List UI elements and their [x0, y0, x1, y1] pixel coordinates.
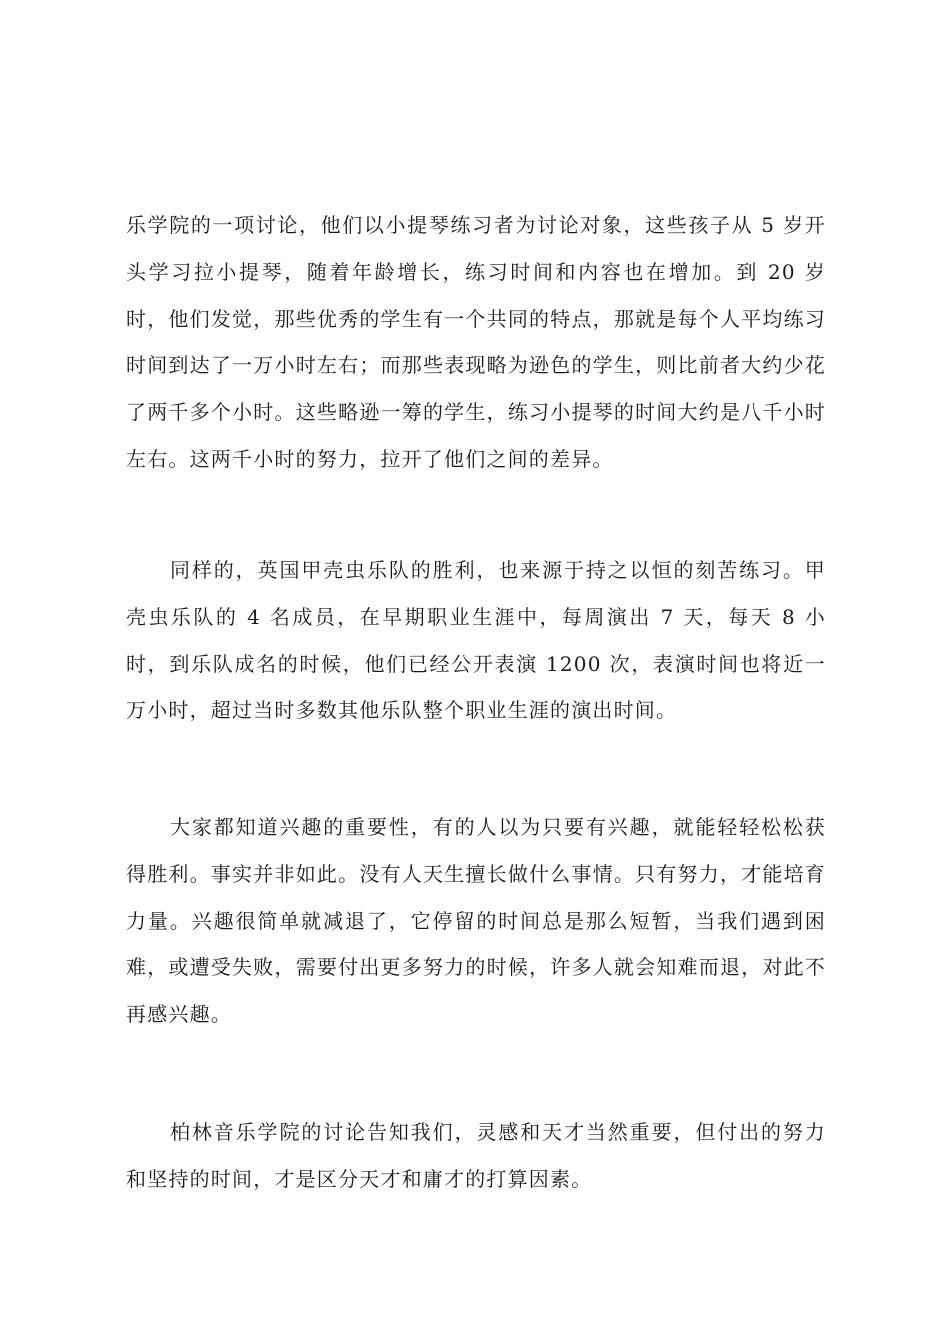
paragraph-conclusion: 柏林音乐学院的讨论告知我们，灵感和天才当然重要，但付出的努力和坚持的时间，才是区分天才和庸才的打算因素。 — [126, 1120, 826, 1191]
paragraph-beatles: 同样的，英国甲壳虫乐队的胜利，也来源于持之以恒的刻苦练习。甲壳虫乐队的 4 名成员，在早期职业生涯中，每周演出 7 天，每天 8 小时，到乐队成名的时候，他们已经公开表演 1200 次，表演时间也将近一万小时，超过当时多数其他乐队整个职业生涯的演出时间。 — [126, 558, 826, 723]
paragraph-continuation: 乐学院的一项讨论，他们以小提琴练习者为讨论对象，这些孩子从 5 岁开头学习拉小提琴，随着年龄增长，练习时间和内容也在增加。到 20 岁时，他们发觉，那些优秀的学生有一个共同的特点，那就是每个人平均练习时间到达了一万小时左右；而那些表现略为逊色的学生，则比前者大约少花了两千多个小时。这些略逊一筹的学生，练习小提琴的时间大约是八千小时左右。这两千小时的努力，拉开了他们之间的差异。 — [126, 213, 826, 471]
paragraph-interest: 大家都知道兴趣的重要性，有的人以为只要有兴趣，就能轻轻松松获得胜利。事实并非如此。没有人天生擅长做什么事情。只有努力，才能培育力量。兴趣很简单就减退了，它停留的时间总是那么短暂，当我们遇到困难，或遭受失败，需要付出更多努力的时候，许多人就会知难而退，对此不再感兴趣。 — [126, 815, 826, 1027]
